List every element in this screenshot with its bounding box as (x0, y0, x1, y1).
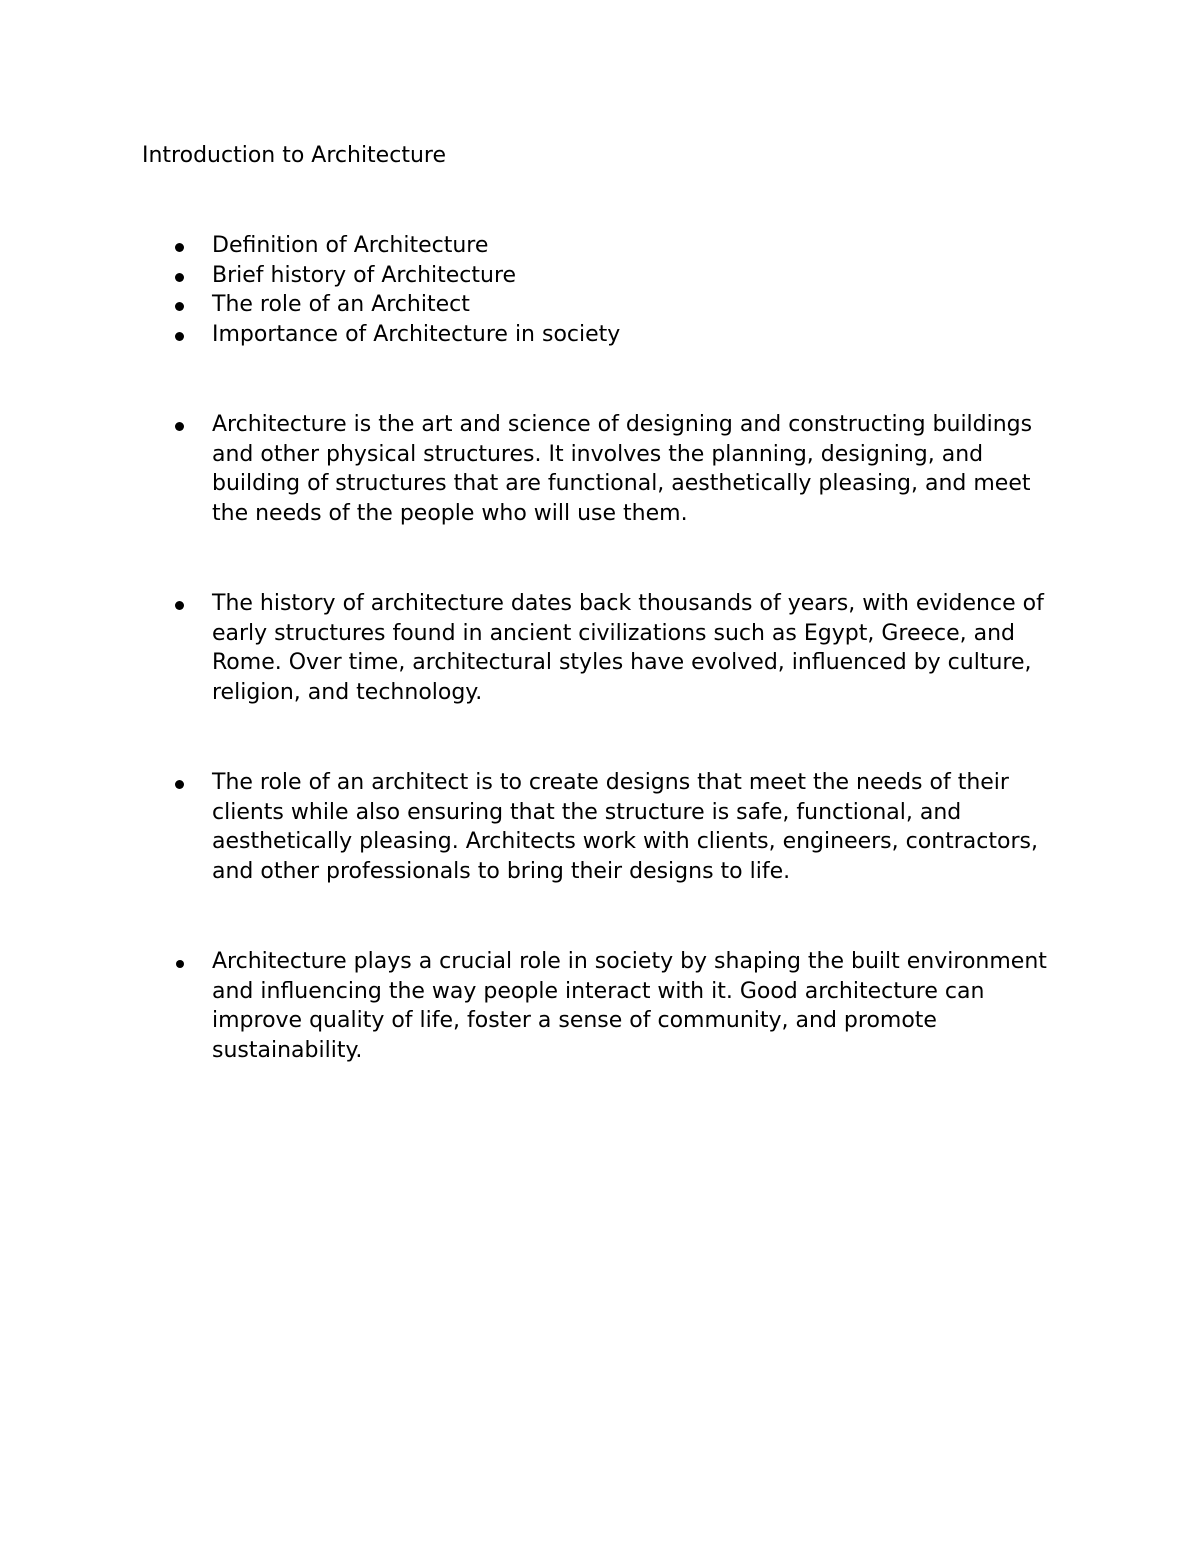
bullet-icon (175, 780, 184, 789)
outline-item-text: Importance of Architecture in society (212, 322, 621, 348)
outline-item (0, 231, 1072, 261)
bullet-icon (176, 960, 184, 968)
paragraph-text: The history of architecture dates back thousands of years, with evidence of early structures found in ancient civilizations such as Egypt, Greece, and Rome. Over time, architectural styles have evolved, influenced by culture, religion, and technology. (212, 591, 1044, 706)
paragraph-item (0, 768, 1072, 887)
paragraph-text: The role of an architect is to create designs that meet the needs of their clients while also ensuring that the structure is safe, functional, and aesthetically pleasing. Architects work with clients, engineers, contractors, and other professionals to bring their designs to life. (212, 770, 1038, 885)
outline-item (0, 320, 1072, 350)
outline-list (0, 231, 1200, 350)
paragraph-list (0, 589, 1200, 708)
paragraph-text: Architecture plays a crucial role in society by shaping the built environment and influencing the way people interact with it. Good architecture can improve quality of life, foster a sense of community, and promote sustainability. (212, 949, 1047, 1064)
paragraph-list (0, 768, 1200, 887)
paragraph-item (0, 410, 1072, 529)
outline-item-text: Definition of Architecture (212, 233, 489, 258)
bullet-icon (175, 332, 184, 341)
bullet-icon (175, 302, 184, 311)
bullet-icon (175, 601, 184, 610)
outline-item (0, 290, 1072, 320)
bullet-icon (175, 273, 184, 282)
outline-item-text: Brief history of Architecture (212, 262, 517, 288)
paragraph-text: Architecture is the art and science of designing and constructing buildings and other physical structures. It involves the planning, designing, and building of structures that are functional, aesthetically pleasing, and meet the needs of the people who will use them. (212, 412, 1033, 527)
paragraph-item (0, 947, 1072, 1066)
paragraph-list (0, 410, 1200, 529)
outline-item (0, 261, 1072, 291)
paragraph-item (0, 589, 1072, 708)
paragraph-list (0, 947, 1200, 1066)
document-title: Introduction to Architecture (142, 143, 446, 168)
outline-item-text: The role of an Architect (212, 292, 470, 318)
bullet-icon (175, 422, 184, 431)
bullet-icon (175, 243, 184, 252)
